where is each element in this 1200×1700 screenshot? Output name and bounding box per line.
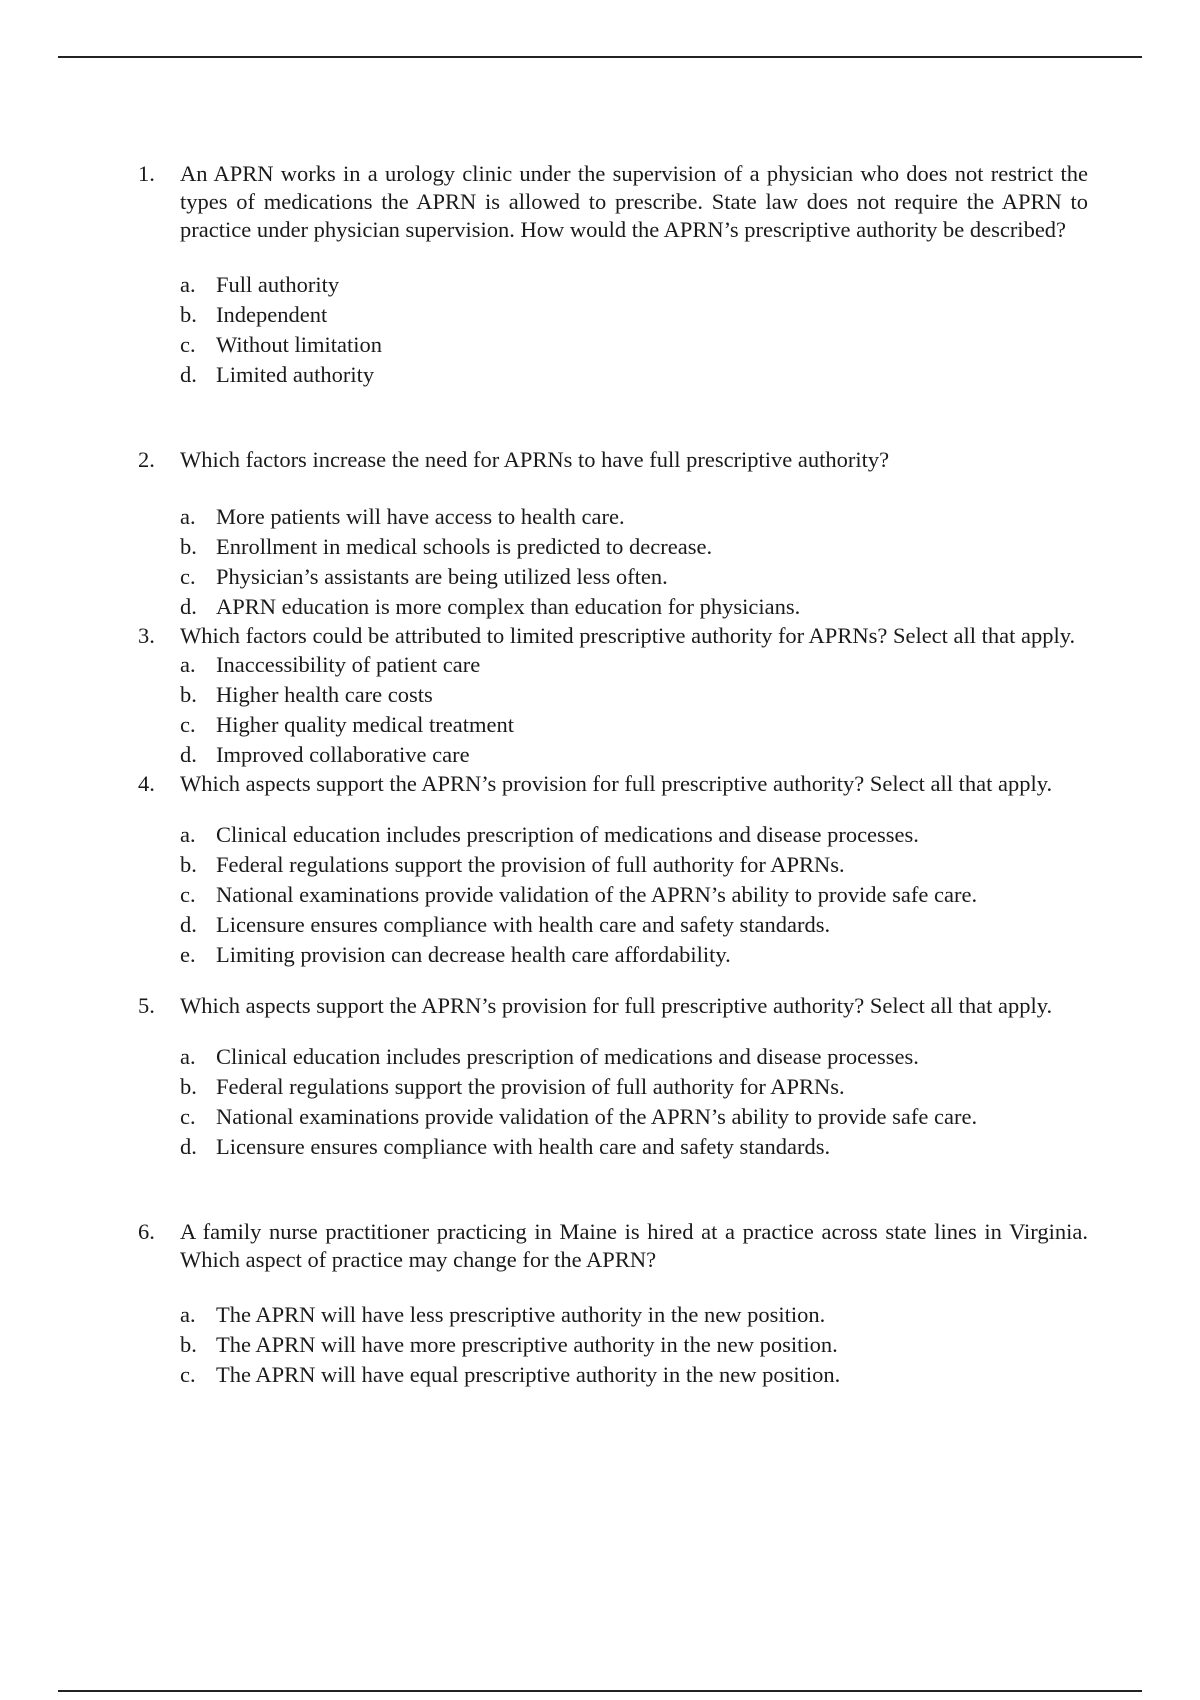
question-stem bbox=[138, 1218, 1088, 1274]
question-text: Which factors could be attributed to limited prescriptive authority for APRNs? Select all that apply. bbox=[180, 623, 1076, 648]
question-stem bbox=[138, 622, 1088, 650]
option-text: Limiting provision can decrease health care affordability. bbox=[216, 942, 731, 967]
question-2 bbox=[138, 446, 1088, 622]
option-letter: c. bbox=[180, 712, 196, 737]
option-text: Federal regulations support the provision of full authority for APRNs. bbox=[216, 1074, 845, 1099]
answer-options bbox=[138, 502, 1088, 622]
option-text: Federal regulations support the provision of full authority for APRNs. bbox=[216, 852, 845, 877]
question-text: Which aspects support the APRN’s provision for full prescriptive authority? Select all that apply. bbox=[180, 993, 1053, 1018]
option-text: Clinical education includes prescription of medications and disease processes. bbox=[216, 822, 919, 847]
question-text: A family nurse practitioner practicing in Maine is hired at a practice across state lines in Virginia. Which aspect of practice may change for the APRN? bbox=[180, 1219, 1088, 1272]
answer-option bbox=[180, 592, 1088, 622]
answer-option bbox=[180, 740, 1088, 770]
question-number: 3. bbox=[138, 623, 155, 648]
option-text: Inaccessibility of patient care bbox=[216, 652, 481, 677]
answer-option bbox=[180, 1132, 1088, 1162]
option-letter: d. bbox=[180, 594, 197, 619]
question-number: 1. bbox=[138, 161, 155, 186]
option-letter: d. bbox=[180, 362, 197, 387]
question-stem bbox=[138, 770, 1088, 798]
answer-option bbox=[180, 1330, 1088, 1360]
option-text: Without limitation bbox=[216, 332, 382, 357]
question-6 bbox=[138, 1218, 1088, 1390]
option-text: National examinations provide validation of the APRN’s ability to provide safe care. bbox=[216, 882, 978, 907]
bottom-rule bbox=[58, 1690, 1142, 1692]
answer-options bbox=[138, 1300, 1088, 1390]
answer-option bbox=[180, 1072, 1088, 1102]
question-text: An APRN works in a urology clinic under the supervision of a physician who does not restrict the types of medications the APRN is allowed to prescribe. State law does not require the APRN to practice under physician supervision. How would the APRN’s prescriptive authority be described? bbox=[180, 161, 1088, 242]
answer-option bbox=[180, 680, 1088, 710]
option-text: Independent bbox=[216, 302, 328, 327]
question-stem bbox=[138, 160, 1088, 244]
option-text: Enrollment in medical schools is predicted to decrease. bbox=[216, 534, 713, 559]
option-text: National examinations provide validation of the APRN’s ability to provide safe care. bbox=[216, 1104, 978, 1129]
question-number: 6. bbox=[138, 1219, 155, 1244]
answer-option bbox=[180, 910, 1088, 940]
option-text: The APRN will have less prescriptive authority in the new position. bbox=[216, 1302, 826, 1327]
option-letter: d. bbox=[180, 1134, 197, 1159]
option-letter: d. bbox=[180, 742, 197, 767]
question-1 bbox=[138, 160, 1088, 390]
option-text: APRN education is more complex than education for physicians. bbox=[216, 594, 801, 619]
answer-option bbox=[180, 1042, 1088, 1072]
option-text: Full authority bbox=[216, 272, 340, 297]
answer-option bbox=[180, 650, 1088, 680]
option-letter: b. bbox=[180, 534, 197, 559]
option-letter: a. bbox=[180, 1302, 196, 1327]
option-letter: c. bbox=[180, 882, 196, 907]
option-text: The APRN will have equal prescriptive authority in the new position. bbox=[216, 1362, 841, 1387]
option-letter: c. bbox=[180, 332, 196, 357]
option-letter: b. bbox=[180, 682, 197, 707]
option-letter: b. bbox=[180, 302, 197, 327]
answer-option bbox=[180, 940, 1088, 970]
question-3 bbox=[138, 622, 1088, 770]
answer-options bbox=[138, 650, 1088, 770]
option-text: Licensure ensures compliance with health care and safety standards. bbox=[216, 912, 831, 937]
option-letter: a. bbox=[180, 822, 196, 847]
option-text: Clinical education includes prescription of medications and disease processes. bbox=[216, 1044, 919, 1069]
question-number: 4. bbox=[138, 771, 155, 796]
answer-option bbox=[180, 880, 1088, 910]
question-number: 2. bbox=[138, 447, 155, 472]
question-text: Which aspects support the APRN’s provision for full prescriptive authority? Select all that apply. bbox=[180, 771, 1053, 796]
option-text: Limited authority bbox=[216, 362, 375, 387]
answer-option bbox=[180, 300, 1088, 330]
question-text: Which factors increase the need for APRNs to have full prescriptive authority? bbox=[180, 447, 890, 472]
top-rule bbox=[58, 56, 1142, 58]
option-text: Higher quality medical treatment bbox=[216, 712, 515, 737]
question-stem bbox=[138, 992, 1088, 1020]
option-letter: a. bbox=[180, 1044, 196, 1069]
answer-option bbox=[180, 820, 1088, 850]
answer-options bbox=[138, 820, 1088, 970]
document-body bbox=[138, 160, 1088, 1390]
option-text: Improved collaborative care bbox=[216, 742, 470, 767]
option-letter: d. bbox=[180, 912, 197, 937]
answer-option bbox=[180, 270, 1088, 300]
option-letter: a. bbox=[180, 272, 196, 297]
option-text: More patients will have access to health care. bbox=[216, 504, 625, 529]
option-letter: a. bbox=[180, 504, 196, 529]
option-letter: b. bbox=[180, 1074, 197, 1099]
option-letter: b. bbox=[180, 852, 197, 877]
option-letter: b. bbox=[180, 1332, 197, 1357]
answer-option bbox=[180, 1300, 1088, 1330]
option-letter: c. bbox=[180, 1362, 196, 1387]
option-text: Physician’s assistants are being utilized less often. bbox=[216, 564, 668, 589]
answer-option bbox=[180, 562, 1088, 592]
option-letter: a. bbox=[180, 652, 196, 677]
answer-options bbox=[138, 1042, 1088, 1162]
question-number: 5. bbox=[138, 993, 155, 1018]
answer-option bbox=[180, 850, 1088, 880]
answer-options bbox=[138, 270, 1088, 390]
answer-option bbox=[180, 1102, 1088, 1132]
answer-option bbox=[180, 1360, 1088, 1390]
option-text: Licensure ensures compliance with health care and safety standards. bbox=[216, 1134, 831, 1159]
option-letter: e. bbox=[180, 942, 196, 967]
answer-option bbox=[180, 360, 1088, 390]
question-stem bbox=[138, 446, 1088, 474]
option-text: Higher health care costs bbox=[216, 682, 433, 707]
option-letter: c. bbox=[180, 564, 196, 589]
question-4 bbox=[138, 770, 1088, 970]
answer-option bbox=[180, 710, 1088, 740]
option-text: The APRN will have more prescriptive authority in the new position. bbox=[216, 1332, 838, 1357]
answer-option bbox=[180, 502, 1088, 532]
answer-option bbox=[180, 330, 1088, 360]
answer-option bbox=[180, 532, 1088, 562]
question-5 bbox=[138, 992, 1088, 1162]
option-letter: c. bbox=[180, 1104, 196, 1129]
